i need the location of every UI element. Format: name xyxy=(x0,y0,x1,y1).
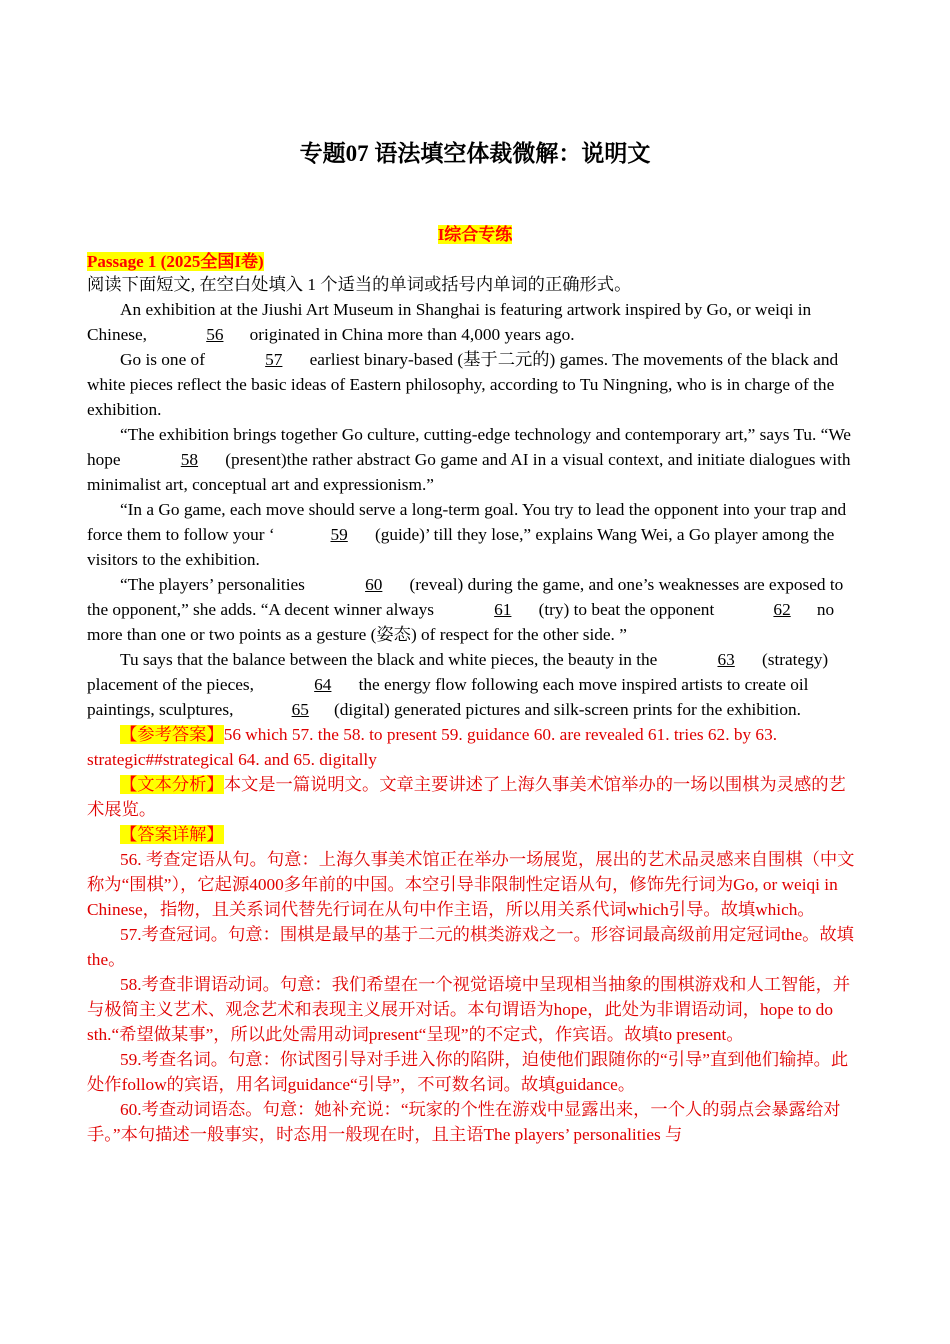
answer-detail-heading xyxy=(87,822,863,847)
blank-61: 61 xyxy=(494,600,512,619)
blank-64: 64 xyxy=(314,675,332,694)
page-title: 专题07 语法填空体裁微解：说明文 xyxy=(299,141,651,166)
explanation-60: 60.考查动词语态。句意：她补充说：“玩家的个性在游戏中显露出来，一个人的弱点会暴露给对手。”本句描述一般事实，时态用一般现在时，且主语The players’ personalities 与 xyxy=(87,1100,841,1144)
answer-key-text: 56 which 57. the 58. to present 59. guidance 60. are revealed 61. tries 62. by 63. strategic##strategical 64. and 65. digitally xyxy=(87,725,778,769)
answer-key-tag: 【参考答案】 xyxy=(120,725,224,744)
explanation-59: 59.考查名词。句意：你试图引导对手进入你的陷阱，迫使他们跟随你的“引导”直到他们输掉。此处作follow的宾语，用名词guidance“引导”，不可数名词。故填guidance。 xyxy=(87,1050,849,1094)
passage-paragraph-2: Go is one of 57 earliest binary-based (基于二元的) games. The movements of the black and white pieces reflect the basic ideas of Eastern philosophy, according to Tu Ningning, who is in charge of the exhibition. xyxy=(87,347,863,422)
explanation-58: 58.考查非谓语动词。句意：我们希望在一个视觉语境中呈现相当抽象的围棋游戏和人工智能，并与极简主义艺术、观念艺术和表现主义展开对话。本句谓语为hope，此处为非谓语动词，hope to do sth.“希望做某事”，所以此处需用动词present“呈现”的不定式，作宾语。故填to present。 xyxy=(87,975,851,1044)
blank-56: 56 xyxy=(206,325,224,344)
passage-paragraph-3: “The exhibition brings together Go culture, cutting-edge technology and contemporary art,” says Tu. “We hope 58 (present)the rather abstract Go game and AI in a visual context, and initiate dialogues with minimalist art, conceptual art and expressionism.” xyxy=(87,425,851,494)
answer-detail-tag: 【答案详解】 xyxy=(120,825,224,844)
explanation-56: 56. 考查定语从句。句意：上海久事美术馆正在举办一场展览，展出的艺术品灵感来自围棋（中文称为“围棋”），它起源4000多年前的中国。本空引导非限制性定语从句，修饰先行词为Go, or weiqi in Chinese，指物，且关系词代替先行词在从句中作主语，所以用关系代词which引导。故填which。 xyxy=(87,850,855,919)
passage-heading-text: Passage 1 (2025全国I卷) xyxy=(87,252,264,271)
passage-paragraph-6: Tu says that the balance between the black and white pieces, the beauty in the 63 (strategy) placement of the pieces, 64 the energy flow following each move inspired artists to create oil paintings, sculptures, 65 (digital) generated pictures and silk-screen prints for the exhibition. xyxy=(87,647,863,722)
text-analysis-text: 本文是一篇说明文。文章主要讲述了上海久事美术馆举办的一场以围棋为灵感的艺术展览。 xyxy=(87,775,846,819)
section-heading xyxy=(0,220,950,245)
blank-57: 57 xyxy=(265,350,283,369)
passage-heading xyxy=(87,247,264,272)
section-heading-text: I综合专练 xyxy=(437,225,513,244)
instruction-text: 阅读下面短文, 在空白处填入 1 个适当的单词或括号内单词的正确形式。 xyxy=(87,275,632,294)
text-analysis-tag: 【文本分析】 xyxy=(120,775,224,794)
blank-58: 58 xyxy=(180,450,199,469)
blank-60: 60 xyxy=(365,575,383,594)
passage-paragraph-5: “The players’ personalities 60 (reveal) during the game, and one’s weaknesses are exposed to the opponent,” she adds. “A decent winner always 61 (try) to beat the opponent 62 no more than one or two points as a gesture (姿态) of respect for the other side. ” xyxy=(87,572,863,647)
answer-key xyxy=(87,722,863,772)
blank-65: 65 xyxy=(291,700,309,719)
blank-59: 59 xyxy=(330,525,348,544)
passage-paragraph-4: “In a Go game, each move should serve a long-term goal. You try to lead the opponent into your trap and force them to follow your ‘ 59 (guide)’ till they lose,” explains Wang Wei, a Go player among the visitors to the exhibition. xyxy=(87,500,847,569)
passage-paragraph-1: An exhibition at the Jiushi Art Museum in Shanghai is featuring artwork inspired by Go, or weiqi in Chinese, 56 originated in China more than 4,000 years ago. xyxy=(87,297,863,347)
text-analysis xyxy=(87,772,863,822)
explanation-57: 57.考查冠词。句意：围棋是最早的基于二元的棋类游戏之一。形容词最高级前用定冠词the。故填the。 xyxy=(87,925,854,969)
blank-63: 63 xyxy=(717,650,735,669)
blank-62: 62 xyxy=(773,600,791,619)
document-body xyxy=(87,272,863,1147)
